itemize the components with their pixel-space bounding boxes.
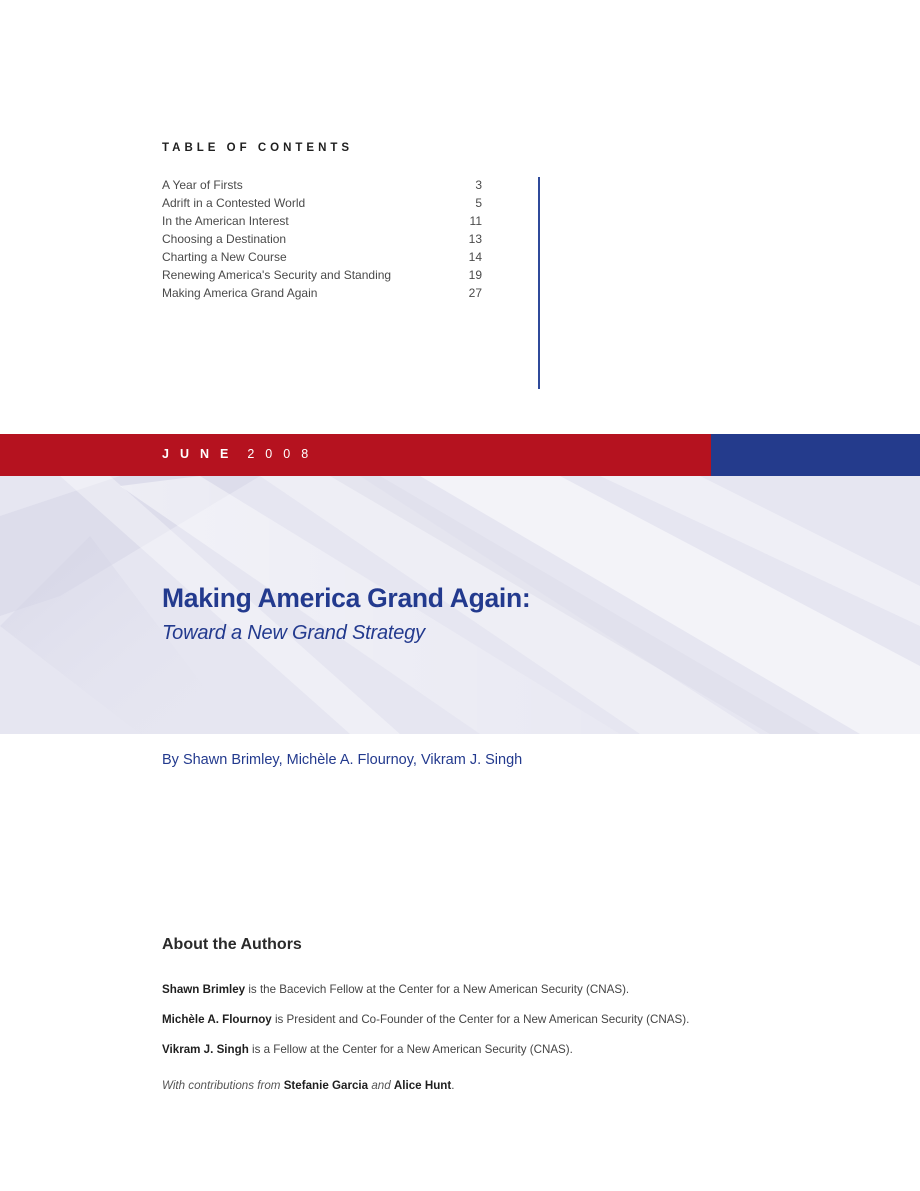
toc-entry[interactable]	[162, 194, 482, 212]
toc-entry[interactable]	[162, 176, 482, 194]
date-band-blue	[711, 434, 920, 476]
toc-entry-page: 14	[468, 250, 482, 264]
contributor-name: Alice Hunt	[393, 1079, 452, 1092]
contributions-prefix: With contributions from	[162, 1079, 281, 1092]
author-name: Vikram J. Singh	[162, 1043, 249, 1056]
toc-list	[162, 176, 482, 302]
contributions-joiner: and	[371, 1079, 391, 1092]
publication-month: JUNE	[162, 447, 240, 461]
date-band-red	[0, 434, 711, 476]
contributor-name: Stefanie Garcia	[283, 1079, 369, 1092]
toc-entry-title: Choosing a Destination	[162, 232, 287, 246]
report-subtitle: Toward a New Grand Strategy	[162, 622, 425, 644]
author-bio	[162, 983, 782, 997]
toc-entry-title: In the American Interest	[162, 214, 289, 228]
toc-entry-page: 5	[475, 196, 482, 210]
author-name: Michèle A. Flournoy	[162, 1013, 272, 1026]
about-authors-section	[162, 936, 782, 1092]
about-authors-heading: About the Authors	[162, 936, 302, 953]
table-of-contents	[162, 142, 482, 302]
publication-year: 2008	[247, 447, 320, 461]
toc-entry-page: 11	[469, 214, 482, 228]
author-bio	[162, 1013, 782, 1027]
toc-entry-page: 3	[475, 178, 482, 192]
toc-entry-page: 13	[468, 232, 482, 246]
author-byline: By Shawn Brimley, Michèle A. Flournoy, Vikram J. Singh	[162, 752, 523, 768]
author-name: Shawn Brimley	[162, 983, 246, 996]
date-band	[0, 434, 920, 476]
toc-entry[interactable]	[162, 266, 482, 284]
contributions-note	[162, 1079, 782, 1092]
author-bios	[162, 983, 782, 1057]
publication-date	[162, 447, 319, 461]
toc-entry[interactable]	[162, 248, 482, 266]
toc-heading: TABLE OF CONTENTS	[162, 142, 354, 154]
toc-entry[interactable]	[162, 284, 482, 302]
author-bio	[162, 1043, 782, 1057]
toc-divider-line	[538, 177, 540, 389]
author-description: is a Fellow at the Center for a New American Security (CNAS).	[248, 1043, 573, 1056]
toc-entry-page: 27	[468, 286, 482, 300]
toc-entry-title: Charting a New Course	[162, 250, 287, 264]
toc-entry-title: Renewing America's Security and Standing	[162, 268, 392, 282]
toc-entry-title: Making America Grand Again	[162, 286, 318, 300]
toc-entry-title: Adrift in a Contested World	[162, 196, 306, 210]
toc-entry[interactable]	[162, 212, 482, 230]
toc-entry[interactable]	[162, 230, 482, 248]
author-description: is President and Co-Founder of the Center for a New American Security (CNAS).	[271, 1013, 690, 1026]
toc-entry-title: A Year of Firsts	[162, 178, 243, 192]
contributions-suffix: .	[451, 1079, 455, 1092]
toc-entry-page: 19	[468, 268, 482, 282]
report-title: Making America Grand Again:	[162, 583, 531, 613]
author-description: is the Bacevich Fellow at the Center for a New American Security (CNAS).	[245, 983, 630, 996]
